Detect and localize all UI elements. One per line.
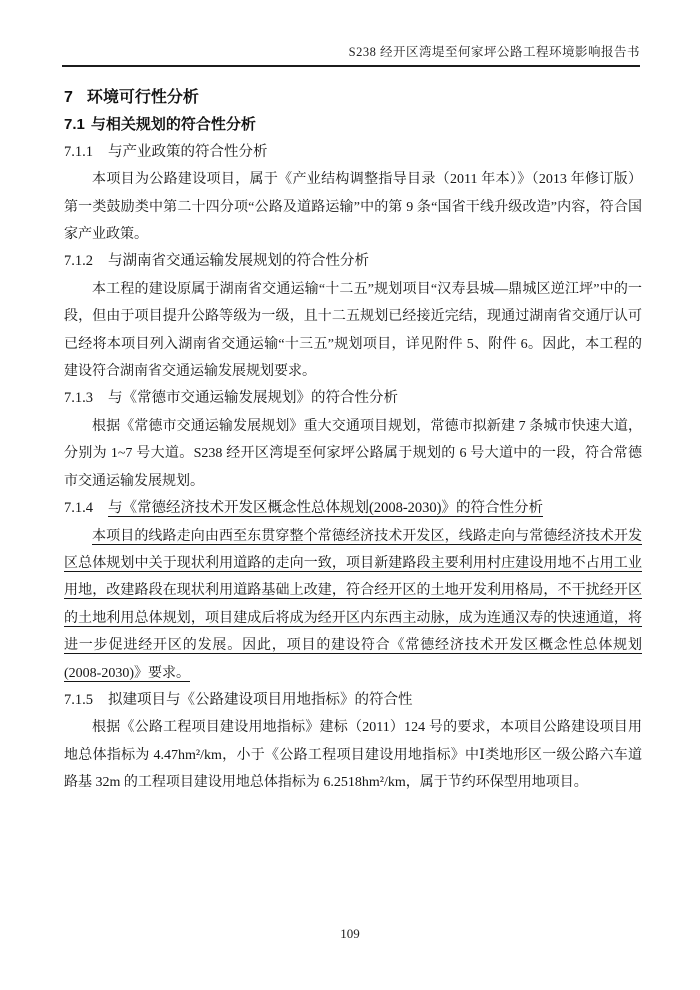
section-heading-7-1	[64, 111, 642, 138]
report-title: S238 经开区湾堤至何家坪公路工程环境影响报告书	[348, 45, 640, 59]
section-title: 与相关规划的符合性分析	[90, 116, 256, 134]
section-heading-7	[64, 84, 642, 111]
section-title: 与湖南省交通运输发展规划的符合性分析	[108, 253, 369, 270]
section-title: 拟建项目与《公路建设项目用地指标》的符合性	[108, 691, 413, 708]
section-heading-7-1-5	[64, 687, 642, 714]
section-number: 7.1.2	[64, 253, 93, 270]
section-number: 7.1.3	[64, 390, 93, 407]
page-number: 109	[340, 926, 360, 941]
section-title: 与《常德市交通运输发展规划》的符合性分析	[108, 390, 398, 407]
document-content	[64, 84, 642, 797]
section-number: 7.1.1	[64, 143, 93, 160]
section-title: 与产业政策的符合性分析	[108, 143, 268, 160]
section-heading-7-1-1	[64, 139, 642, 166]
paragraph-7-1-2: 本工程的建设原属于湖南省交通运输“十二五”规划项目“汉寿县城—鼎城区逆江坪”中的一段，但由于项目提升公路等级为一级，且十二五规划已经接近完结，现通过湖南省交通厅认可已经将本项目列入湖南省交通运输“十三五”规划项目，详见附件 5、附件 6。因此，本工程的建设符合湖南省交通运输发展规划要求。	[64, 281, 642, 380]
section-heading-7-1-2	[64, 248, 642, 275]
paragraph-7-1-4-underlined: 本项目的线路走向由西至东贯穿整个常德经济技术开发区，线路走向与常德经济技术开发区总体规划中关于现状利用道路的走向一致，项目新建路段主要利用村庄建设用地不占用工业用地，改建路段在现状利用道路基础上改建，符合经开区的土地开发利用格局，不干扰经开区的土地利用总体规划，项目建成后将成为经开区内东西主动脉，成为连通汉寿的快速通道，将进一步促进经开区的发展。因此，项目的建设符合《常德经济技术开发区概念性总体规划(2008-2030)》要求。	[64, 528, 642, 681]
page-footer	[0, 926, 700, 942]
section-heading-7-1-3	[64, 385, 642, 412]
paragraph-7-1-5: 根据《公路工程项目建设用地指标》建标（2011）124 号的要求，本项目公路建设项目用地总体指标为 4.47hm²/km，小于《公路工程项目建设用地指标》中Ⅰ类地形区一级公路六车道路基 32m 的工程项目建设用地总体指标为 6.2518hm²/km，属于节约环保型用地项目。	[64, 720, 642, 791]
section-number: 7.1.5	[64, 691, 93, 708]
header-rule	[62, 65, 640, 67]
paragraph-7-1-3: 根据《常德市交通运输发展规划》重大交通项目规划，常德市拟新建 7 条城市快速大道，分别为 1~7 号大道。S238 经开区湾堤至何家坪公路属于规划的 6 号大道中的一段，符合常德市交通运输发展规划。	[64, 418, 642, 489]
paragraph-7-1-1: 本项目为公路建设项目，属于《产业结构调整指导目录（2011 年本）》（2013 年修订版）第一类鼓励类中第二十四分项“公路及道路运输”中的第 9 条“国省干线升级改造”内容，符合国家产业政策。	[64, 172, 642, 243]
section-number: 7.1.4	[64, 500, 93, 517]
section-heading-7-1-4	[64, 495, 642, 522]
page-header	[62, 42, 640, 67]
section-number: 7.1	[64, 116, 85, 134]
section-number: 7	[64, 89, 73, 106]
section-title-underlined: 与《常德经济技术开发区概念性总体规划(2008-2030)》的符合性分析	[108, 500, 543, 517]
section-title: 环境可行性分析	[86, 89, 199, 106]
